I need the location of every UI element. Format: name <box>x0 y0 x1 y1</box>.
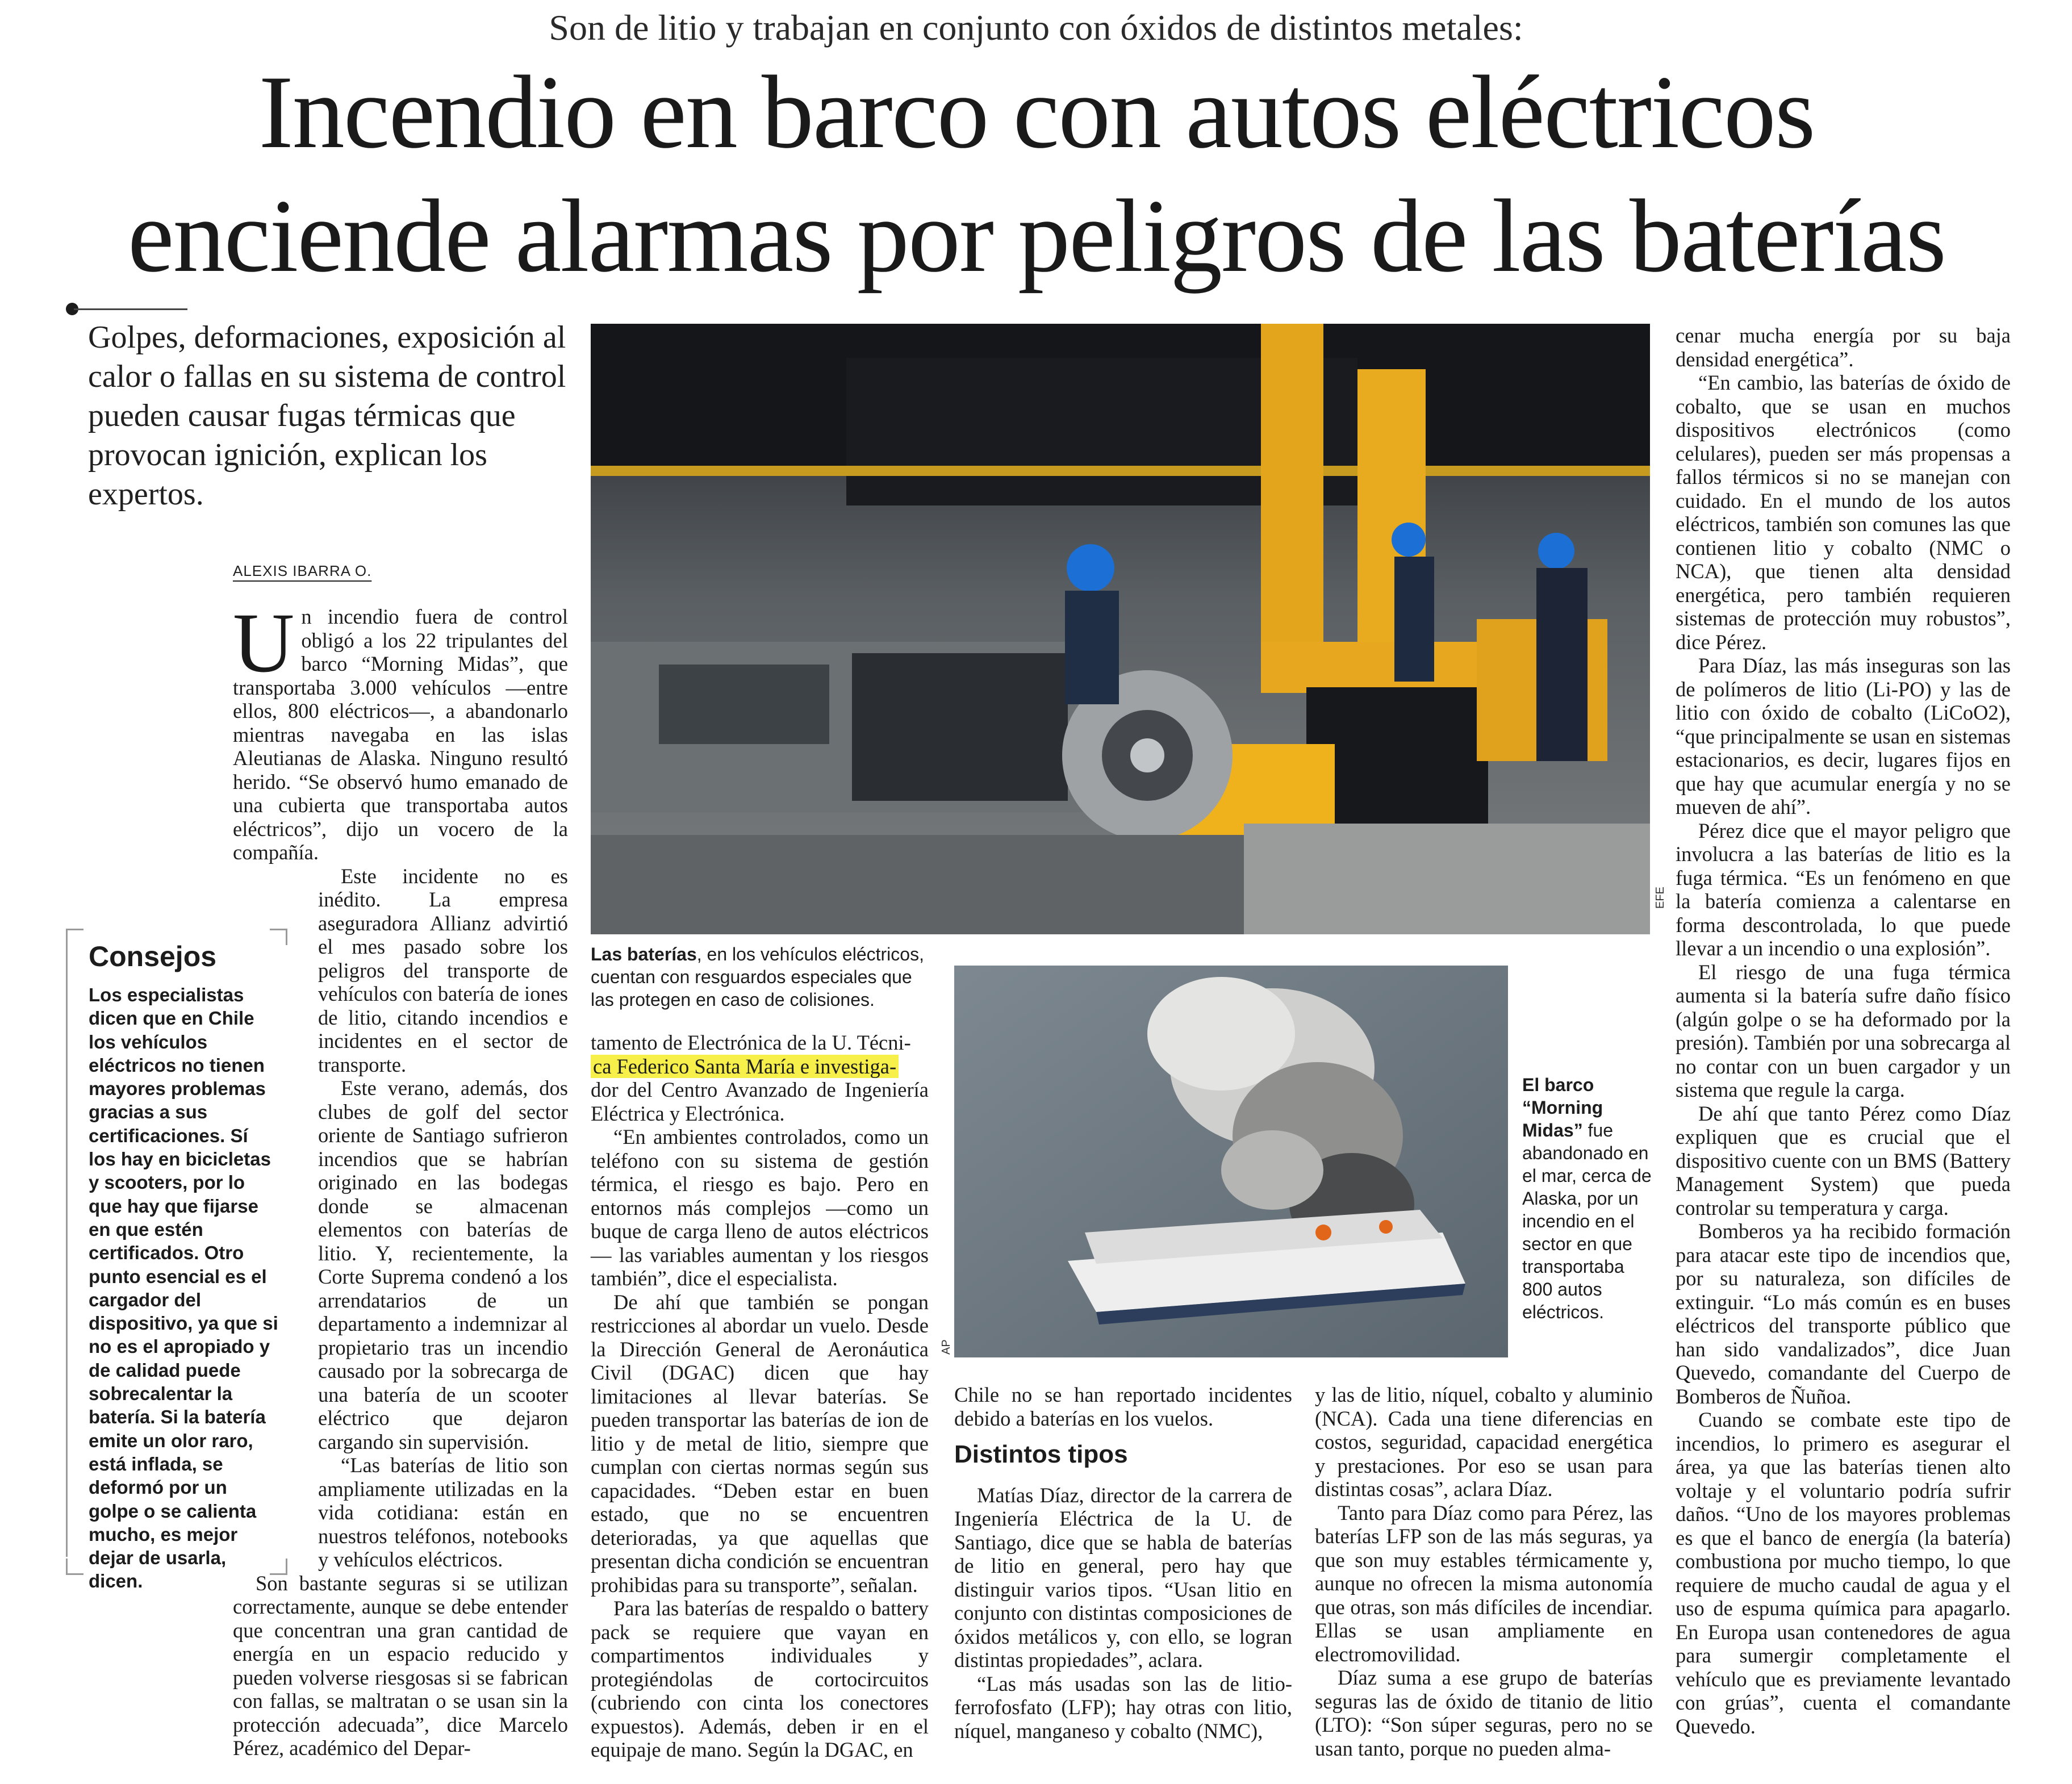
col4-paragraph-2: Tanto para Díaz como para Pérez, las baterías LFP son de las más seguras, ya que son muy estables térmicamente y, aunque no ofrecen la misma autonomía que otras, son más difíciles de incendiar. Ellas se usan ampliamente en electromovilidad. <box>1315 1501 1653 1666</box>
byline: ALEXIS IBARRA O. <box>233 562 372 579</box>
column-5 <box>1676 324 2011 1738</box>
sidebar-bracket-top-left <box>66 929 83 945</box>
col3-paragraph-2: Matías Díaz, director de la carrera de Ingeniería Eléctrica de la U. de Santiago, dice que se habla de baterías de litio en general, pero hay que distinguir varios tipos. “Usan litio en conjunto con distintas composiciones de óxidos metálicos y, con ello, se logran distintas propiedades”, aclara. <box>954 1483 1292 1672</box>
headline <box>34 50 2039 298</box>
col5-paragraph-6: De ahí que tanto Pérez como Díaz expliquen que es crucial que el dispositivo cuente con un BMS (Battery Management System) que pueda controlar su temperatura y carga. <box>1676 1101 2011 1219</box>
col5-paragraph-5: El riesgo de una fuga térmica aumenta si la batería sufre daño físico (algún golpe o se ha deformado por la presión). También por una sobrecarga al no contar con un buen cargador y un sistema que regule la carga. <box>1676 960 2011 1101</box>
col1-paragraph-5: Son bastante seguras si se utilizan correctamente, aunque se debe entender que concentran una gran cantidad de energía en un espacio reducido y pueden volverse riesgosas si se fabrican con fallas, se maltratan o se usan sin la protección adecuada”, dice Marcelo Pérez, académico del Depar- <box>233 1571 568 1760</box>
col1-paragraph-2: Este incidente no es inédito. La empresa aseguradora Allianz advirtió el mes pasado sobre los peligros del transporte de vehículos con batería de iones de litio, citando incendios e incidentes en el sector de transporte. <box>318 864 568 1076</box>
col4-paragraph-3: Díaz suma a ese grupo de baterías seguras las de óxido de titanio de litio (LTO): “Son súper seguras, pero no se usan tanto, porque no pueden alma- <box>1315 1666 1653 1760</box>
subhead-distintos-tipos: Distintos tipos <box>954 1440 1128 1468</box>
col5-paragraph-8: Cuando se combate este tipo de incendios, lo primero es asegurar el área, ya que las baterías tienen alto voltaje y el voluntario podría sufrir daños. “Uno de los mayores problemas es que el banco de energía (la batería) combustiona por mucho tiempo, lo que requiere de mucho caudal de agua y el uso de espuma química para apagarlo. En Europa usan contenedores de agua para sumergir completamente el vehículo que es previamente levantado con grúas”, cuenta el comandante Quevedo. <box>1676 1408 2011 1738</box>
column-4 <box>1315 1383 1653 1760</box>
photo-factory <box>591 324 1650 934</box>
col1-paragraph-4: “Las baterías de litio son ampliamente utilizadas en la vida cotidiana: están en nuestros teléfonos, notebooks y vehículos eléctricos. <box>318 1453 568 1571</box>
col1-paragraph-1: Un incendio fuera de control obligó a los 22 tripulantes del barco “Morning Midas”, que transportaba 3.000 vehículos —entre ellos, 800 eléctricos—, a abandonarlo mientras navegaba en las islas Aleutianas de Alaska. Ninguno resultó herido. “Se observó humo emanado de una cubierta que transportaba autos eléctricos”, dijo un vocero de la compañía. <box>233 596 568 864</box>
photo-factory-credit: EFE <box>1654 887 1666 909</box>
col5-paragraph-1: cenar mucha energía por su baja densidad energética”. <box>1676 324 2011 371</box>
col3-paragraph-1: Chile no se han reportado incidentes debido a baterías en los vuelos. <box>954 1383 1292 1430</box>
column-2 <box>591 1031 929 1762</box>
headline-line-1: Incendio en barco con autos eléctricos <box>258 54 1815 170</box>
drop-cap: U <box>233 596 295 690</box>
col5-paragraph-7: Bomberos ya ha recibido formación para atacar este tipo de incendios que, por su naturaleza, son difíciles de extinguir. “Lo más común es en buses eléctricos del transporte público que han sido vandalizados”, dice Juan Quevedo, comandante del Cuerpo de Bomberos de Ñuñoa. <box>1676 1219 2011 1408</box>
sidebar-bracket-bottom-left <box>66 1559 83 1575</box>
col2-paragraph-3: De ahí que también se pongan restricciones al abordar un vuelo. Desde la Dirección General de Aeronáutica Civil (DGAC) dicen que hay limitaciones al llevar baterías. Se pueden transportar las baterías de ion de litio y de metal de litio, siempre que cumplan con ciertas normas según sus capacidades. “Deben estar en buen estado, que no se encuentren deterioradas, ya que aquellas que presentan dicha condición se encuentran prohibidas para su transporte”, señalan. <box>591 1290 929 1597</box>
col2-paragraph-2: “En ambientes controlados, como un teléfono con su sistema de gestión térmica, el riesgo es bajo. Pero en entornos más complejos —como un buque de carga lleno de autos eléctricos— las variables aumentan y los riesgos también”, dice el especialista. <box>591 1125 929 1290</box>
photo-ship-illustration <box>954 966 1508 1357</box>
lead-paragraph: Golpes, deformaciones, exposición al calor o fallas en su sistema de control pueden causar fugas térmicas que provocan ignición, explican los expertos. <box>88 320 566 512</box>
headline-line-2: enciende alarmas por peligros de las baterías <box>127 178 1946 294</box>
col5-paragraph-4: Pérez dice que el mayor peligro que involucra a las baterías de litio es la fuga térmica. “Es un fenómeno en que la batería comienza a calentarse en forma descontrolada, lo que puede llevar a un incendio o una explosión”. <box>1676 818 2011 960</box>
photo-factory-caption: Las baterías, en los vehículos eléctricos, cuentan con resguardos especiales que las protegen en caso de colisiones. <box>591 944 924 1010</box>
col4-paragraph-1: y las de litio, níquel, cobalto y aluminio (NCA). Cada una tiene diferencias en costos, seguridad, capacidad energética y prestaciones. Por eso se usan para distintas cosas”, aclara Díaz. <box>1315 1383 1653 1501</box>
column-1 <box>233 596 568 1760</box>
sidebar-title: Consejos <box>89 941 217 972</box>
lead-rule <box>74 308 187 310</box>
col1-paragraph-3: Este verano, además, dos clubes de golf del sector oriente de Santiago sufrieron incendios que se habrían originado en las bodegas donde se almacenan elementos con baterías de litio. Y, recientemente, la Corte Suprema condenó a los arrendatarios de un departamento a indemnizar al propietario tras un incendio causado por la sobrecarga de una batería de un scooter eléctrico que dejaron cargando sin supervisión. <box>318 1076 568 1453</box>
photo-ship-credit: AP <box>940 1339 953 1355</box>
col5-paragraph-2: “En cambio, las baterías de óxido de cobalto, que se usan en muchos dispositivos electrónicos (como celulares), pueden ser más propensas a fallos térmicos si no se manejan con cuidado. En el mundo de los autos eléctricos, también son comunes las que contienen litio y cobalto (NMC o NCA), que tienen alta densidad energética, pero también requieren sistemas de protección muy robustos”, dice Pérez. <box>1676 371 2011 654</box>
photo-ship-caption: El barco “Morning Midas” fue abandonado en el mar, cerca de Alaska, por un incendio en el sector en que transportaba 800 autos eléctricos. <box>1522 1075 1652 1322</box>
col2-paragraph-4: Para las baterías de respaldo o battery pack se requiere que vayan en compartimentos individuales y protegiéndolas de cortocircuitos (cubriendo con cinta los conectores expuestos). Además, deben ir en el equipaje de mano. Según la DGAC, en <box>591 1597 929 1761</box>
photo-ship <box>954 966 1508 1357</box>
col3-paragraph-3: “Las más usadas son las de litio-ferrofosfato (LFP); hay otras con litio, níquel, manganeso y cobalto (NMC), <box>954 1672 1292 1743</box>
column-3 <box>954 1383 1292 1743</box>
kicker: Son de litio y trabajan en conjunto con óxidos de distintos metales: <box>549 7 1523 48</box>
col2-paragraph-1: tamento de Electrónica de la U. Técni- ca Federico Santa María e investiga- dor del Centro Avanzado de Ingeniería Eléctrica y Electrónica. <box>591 1031 929 1125</box>
sidebar-body: Los especialistas dicen que en Chile los vehículos eléctricos no tienen mayores problemas gracias a sus certificaciones. Sí los hay en bicicletas y scooters, por lo que hay que fijarse en que estén certificados. Otro punto esencial es el cargador del dispositivo, ya que si no es el apropiado y de calidad puede sobrecalentar la batería. Si la batería emite un olor raro, está inflada, se deformó por un golpe o se calienta mucho, es mejor dejar de usarla, dicen. <box>89 984 278 1592</box>
col5-paragraph-3: Para Díaz, las más inseguras son las de polímeros de litio (Li-PO) y las de litio con óxido de cobalto (LiCoO2), “que principalmente se usan en sistemas estacionarios, es decir, lugares fijos en que hay que acumular energía y no se mueven de ahí”. <box>1676 654 2011 818</box>
sidebar-bracket-left <box>66 943 83 1557</box>
highlighted-text: ca Federico Santa María e investiga- <box>591 1055 899 1078</box>
photo-factory-illustration <box>591 324 1650 934</box>
